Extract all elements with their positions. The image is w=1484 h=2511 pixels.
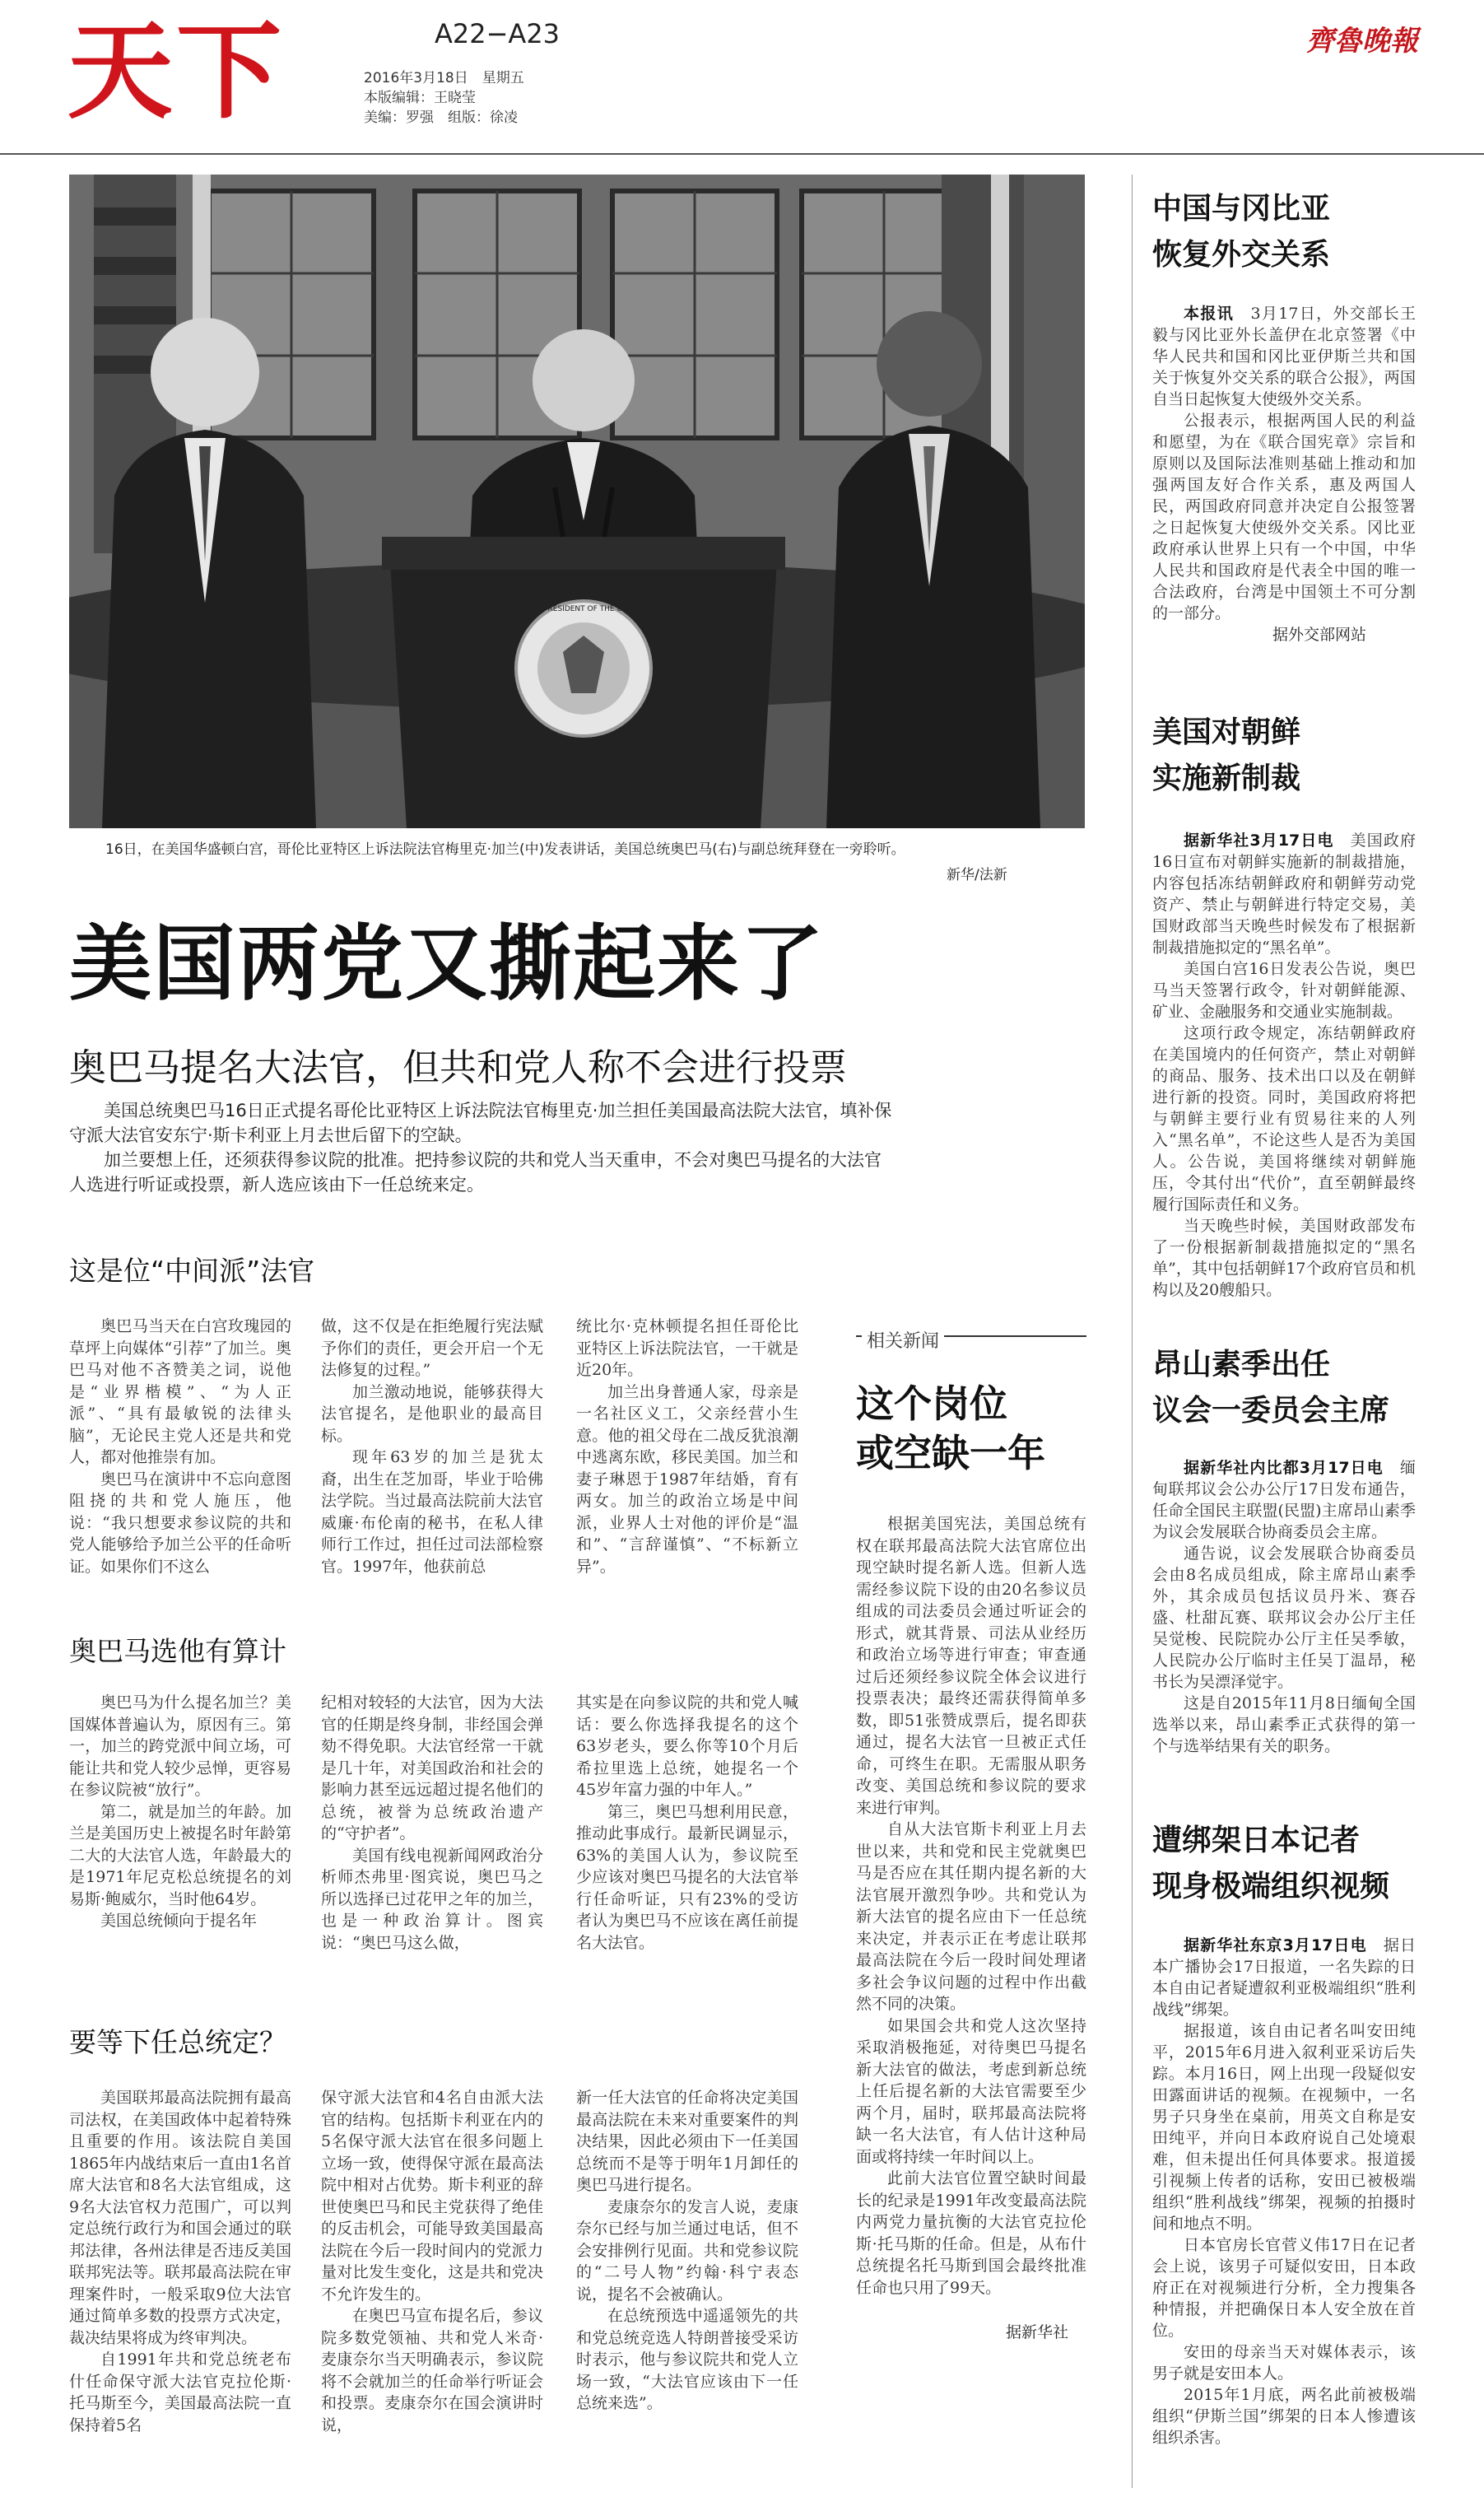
related-news-label: 相关新闻: [862, 1327, 944, 1353]
brief-title: [1152, 186, 1330, 278]
art-credit: 美编：罗强 组版：徐凌: [364, 109, 518, 126]
paragraph: 据报道，该自由记者名叫安田纯平，2015年6月进入叙利亚采访后失踪。本月16日，网上出现一段疑似安田露面讲话的视频。在视频中，一名男子只身坐在桌前，用英文自称是安田纯平，并向日本政府说自己处境艰难，但未提出任何具体要求。报道援引视频上传者的话称，安田已被极端组织“胜利战线”绑架，视频的拍摄时间和地点不明。: [1152, 2022, 1416, 2233]
brief-body: [1152, 830, 1416, 1301]
brief-lede: 据新华社3月17日电: [1184, 832, 1334, 850]
photo-credit: 新华/法新: [947, 867, 1007, 883]
paragraph: 自从大法官斯卡利亚上月去世以来，共和党和民主党就奥巴马是否应在其任期内提名新的大法官展开激烈争吵。共和党认为新大法官的提名应由下一任总统来决定，并表示正在考虑让联邦最高法院在今后一段时间处理诸多社会争议问题的过程中作出截然不同的决策。: [856, 1820, 1086, 2013]
issue-date: 2016年3月18日 星期五: [364, 70, 524, 86]
paragraph: 这项行政令规定，冻结朝鲜政府在美国境内的任何资产，禁止对朝鲜的商品、服务、技术出口以及在朝鲜进行新的投资。同时，美国政府将把与朝鲜主要行业有贸易往来的人列入“黑名单”，不论这些人是否为美国人。公告说，美国将继续对朝鲜施压，令其付出“代价”，直至朝鲜最终履行国际责任和义务。: [1152, 1024, 1416, 1214]
paragraph: 日本官房长官菅义伟17日在记者会上说，该男子可疑似安田，日本政府正在对视频进行分析，全力搜集各种情报，并把确保日本人安全放在首位。: [1152, 2236, 1416, 2340]
related-body: [856, 1513, 1086, 2299]
paragraph: 第二，就是加兰的年龄。加兰是美国历史上被提名时年龄第二大的大法官人选，年龄最大的是1971年尼克松总统提名的刘易斯·鲍威尔，当时他64岁。: [69, 1802, 291, 1908]
photo-caption: 16日，在美国华盛顿白宫，哥伦比亚特区上诉法院法官梅里克·加兰(中)发表讲话，美国总统奥巴马(右)与副总统拜登在一旁聆听。: [105, 841, 905, 858]
section-heading: 要等下任总统定？: [69, 2026, 286, 2058]
paragraph: 其实是在向参议院的共和党人喊话：要么你选择我提名的这个63岁老头，要么你等10个月后希拉里选上总统，她提名一个45岁年富力强的中年人。”: [576, 1693, 798, 1799]
paragraph: 新一任大法官的任命将决定美国最高法院在未来对重要案件的判决结果，因此必须由下一任美国总统而不是等于明年1月卸任的奥巴马进行提名。: [576, 2089, 798, 2194]
paragraph: 麦康奈尔的发言人说，麦康奈尔已经与加兰通过电话，但不会安排例行见面。共和党参议院的“二号人物”约翰·科宁表态说，提名不会被确认。: [576, 2197, 798, 2304]
main-headline: 美国两党又撕起来了: [69, 915, 825, 1012]
brief-title: [1152, 710, 1300, 802]
brief-lede: 据新华社内比都3月17日电: [1184, 1459, 1384, 1477]
brief-lede: 本报讯: [1184, 305, 1235, 323]
paragraph: 美国白宫16日发表公告说，奥巴马当天签署行政令，针对朝鲜能源、矿业、金融服务和交通业实施制裁。: [1152, 960, 1416, 1021]
paragraph: 这是自2015年11月8日缅甸全国选举以来，昂山素季正式获得的第一个与选举结果有关的职务。: [1152, 1694, 1416, 1755]
paragraph: 如果国会共和党人这次坚持采取消极拖延，对待奥巴马提名新大法官的做法，考虑到新总统上任后提名新的大法官需要至少两个月，届时，联邦最高法院将缺一名大法官，有人估计这种局面或将持续一年时间以上。: [856, 2016, 1086, 2166]
section-heading: 这是位“中间派”法官: [69, 1255, 315, 1287]
paragraph: 当天晚些时候，美国财政部发布了一份根据新制裁措施拟定的“黑名单”，其中包括朝鲜17个政府官员和机构以及20艘船只。: [1152, 1217, 1416, 1299]
paragraph: 3月17日，外交部长王毅与冈比亚外长盖伊在北京签署《中华人民共和国和冈比亚伊斯兰共和国关于恢复外交关系的联合公报》，两国自当日起恢复大使级外交关系。: [1152, 305, 1416, 408]
lead-paragraph: 美国总统奥巴马16日正式提名哥伦比亚特区上诉法院法官梅里克·加兰担任美国最高法院大法官，填补保守派大法官安东宁·斯卡利亚上月去世后留下的空缺。: [69, 1101, 892, 1145]
brief-title-line: 恢复外交关系: [1152, 238, 1331, 272]
brief-title-line: 美国对朝鲜: [1152, 715, 1301, 749]
section-title: 天下: [67, 11, 286, 133]
paragraph: 美国政府16日宣布对朝鲜实施新的制裁措施，内容包括冻结朝鲜政府和朝鲜劳动党资产、禁止与朝鲜进行特定交易，美国财政部当天晚些时候发布了根据新制裁措施拟定的“黑名单”。: [1152, 832, 1416, 957]
section-heading: 奥巴马选他有算计: [69, 1635, 286, 1667]
paragraph: 美国有线电视新闻网政治分析师杰弗里·图宾说，奥巴马之所以选择已过花甲之年的加兰，也是一种政治算计。图宾说：“奥巴马这么做，: [321, 1846, 543, 1952]
paragraph: 通告说，议会发展联合协商委员会由8名成员组成，除主席昂山素季外，其余成员包括议员丹米、赛吞盛、杜甜瓦赛、联邦议会办公厅主任吴觉梭、民院院办公厅主任吴季敏，人民院办公厅临时主任吴丁温昂，秘书长为吴漂泽觉宇。: [1152, 1544, 1416, 1691]
paragraph: 美国联邦最高法院拥有最高司法权，在美国政体中起着特殊且重要的作用。该法院自美国1865年内战结束后一直由1名首席大法官和8名大法官组成，这9名大法官权力范围广，可以判定总统行政行为和国会通过的联邦法律，各州法律是否违反美国联邦宪法等。联邦最高法院在审理案件时，一般采取9位大法官通过简单多数的投票方式决定，裁决结果将成为终审判决。: [69, 2089, 291, 2347]
brief-title-line: 实施新制裁: [1152, 762, 1301, 795]
brief-source: 据外交部网站: [1272, 626, 1366, 644]
paragraph: 在奥巴马宣布提名后，参议院多数党领袖、共和党人米奇·麦康奈尔当天明确表示，参议院将不会就加兰的任命举行听证会和投票。麦康奈尔在国会演讲时说，: [321, 2307, 543, 2434]
paragraph: 加兰出身普通人家，母亲是一名社区义工，父亲经营小生意。他的祖父母在二战反犹浪潮中逃离东欧，移民美国。加兰和妻子琳恩于1987年结婚，育有两女。加兰的政治立场是中间派，业界人士对他的评价是“温和”、“言辞谨慎”、“不标新立异”。: [576, 1382, 798, 1576]
brief-title-line: 现身极端组织视频: [1152, 1870, 1390, 1903]
column-divider: [1132, 175, 1133, 2488]
presidential-seal-text: SEAL OF THE PRESIDENT OF THE UNITED STATES: [492, 605, 675, 613]
brief-body: [1152, 303, 1416, 645]
related-source: 据新华社: [1006, 2323, 1069, 2341]
paragraph: 第三，奥巴马想利用民意，推动此事成行。最新民调显示，63%的美国人认为，参议院至少应该对奥巴马提名的大法官举行任命听证，只有23%的受访者认为奥巴马不应该在离任前提名大法官。: [576, 1802, 798, 1952]
brief-title-line: 昂山素季出任: [1152, 1348, 1331, 1381]
sub-headline: 奥巴马提名大法官，但共和党人称不会进行投票: [69, 1046, 848, 1089]
paragraph: 据日本广播协会17日报道，一名失踪的日本自由记者疑遭叙利亚极端组织“胜利战线”绑架。: [1152, 1936, 1416, 2019]
page-range: A22−A23: [435, 18, 561, 49]
paragraph: 现年63岁的加兰是犹太裔，出生在芝加哥，毕业于哈佛法学院。当过最高法院前大法官威廉·布伦南的秘书，在私人律师行工作过，担任过司法部检察官。1997年，他获前总: [321, 1448, 543, 1576]
paragraph: 奥巴马当天在白宫玫瑰园的草坪上向媒体“引荐”了加兰。奥巴马对他不吝赞美之词，说他是“业界楷模”、“为人正派”、“具有最敏锐的法律头脑”，无论民主党人还是共和党人，都对他推崇有加。: [69, 1317, 291, 1466]
paragraph: 缅甸联邦议会公办公厅17日发布通告，任命全国民主联盟(民盟)主席昂山素季为议会发展联合协商委员会主席。: [1152, 1459, 1416, 1541]
brief-title-line: 议会一委员会主席: [1152, 1394, 1390, 1428]
paragraph: 加兰激动地说，能够获得大法官提名，是他职业的最高目标。: [321, 1382, 543, 1445]
brief-title-line: 遭绑架日本记者: [1152, 1824, 1361, 1857]
brief-title: [1152, 1818, 1389, 1910]
paragraph: 此前大法官位置空缺时间最长的纪录是1991年改变最高法院内两党力量抗衡的大法官克拉伦斯·托马斯的任命。但是，从布什总统提名托马斯到国会最终批准任命也只用了99天。: [856, 2169, 1086, 2297]
paragraph: 统比尔·克林顿提名担任哥伦比亚特区上诉法院法官，一干就是近20年。: [576, 1317, 798, 1379]
brief-lede: 据新华社东京3月17日电: [1184, 1936, 1367, 1954]
article-column: [576, 1316, 798, 1577]
paragraph: 公报表示，根据两国人民的利益和愿望，为在《联合国宪章》宗旨和原则以及国际法准则基础上推动和加强两国友好合作关系，惠及两国人民，两国政府同意并决定自公报签署之日起恢复大使级外交关系。冈比亚政府承认世界上只有一个中国，中华人民共和国政府是代表全中国的唯一合法政府，台湾是中国领土不可分割的一部分。: [1152, 412, 1416, 622]
article-column: [576, 1692, 798, 1954]
article-column: [576, 2087, 798, 2415]
related-title-line: 这个岗位: [856, 1381, 1007, 1426]
news-photo: [69, 175, 1085, 828]
article-column: [69, 2087, 291, 2436]
paragraph: 根据美国宪法，美国总统有权在联邦最高法院大法官席位出现空缺时提名新人选。但新人选需经参议院下设的由20名参议员组成的司法委员会通过听证会的形式，就其背景、司法从业经历和政治立场等进行审查；审查通过后还须经参议院全体会议进行投票表决；最终还需获得简单多数，即51张赞成票后，提名即获通过，提名大法官一旦被正式任命，可终生在职。无需服从职务改变、美国总统和参议院的要求来进行审判。: [856, 1515, 1086, 1817]
paragraph: 在总统预选中遥遥领先的共和党总统竞选人特朗普接受采访时表示，他与参议院共和党人立场一致，“大法官应该由下一任总统来选”。: [576, 2307, 798, 2412]
brief-title-line: 中国与冈比亚: [1152, 192, 1331, 226]
paragraph: 奥巴马在演讲中不忘向意图阻挠的共和党人施压，他说：“我只想要求参议院的共和党人能够给予加兰公平的任命听证。如果你们不这么: [69, 1470, 291, 1576]
paragraph: 2015年1月底，两名此前被极端组织“伊斯兰国”绑架的日本人惨遭该组织杀害。: [1152, 2386, 1416, 2447]
lead-paragraph: 加兰要想上任，还须获得参议院的批准。把持参议院的共和党人当天重申，不会对奥巴马提名的大法官人选进行听证或投票，新人选应该由下一任总统来定。: [69, 1150, 882, 1195]
editor-credit: 本版编辑：王晓莹: [364, 90, 476, 106]
article-column: [321, 1692, 543, 1954]
paragraph: 奥巴马为什么提名加兰？美国媒体普遍认为，原因有三。第一，加兰的跨党派中间立场，可能让共和党人较少忌惮，更容易在参议院被“放行”。: [69, 1693, 291, 1799]
masthead-divider: [0, 153, 1484, 155]
paragraph: 安田的母亲当天对媒体表示，该男子就是安田本人。: [1152, 2343, 1416, 2383]
brief-title: [1152, 1342, 1389, 1434]
newspaper-logo: 齊魯晚報: [1306, 25, 1418, 58]
paragraph: 保守派大法官和4名自由派大法官的结构。包括斯卡利亚在内的5名保守派大法官在很多问题上立场一致，使得保守派在最高法院中相对占优势。斯卡利亚的辞世使奥巴马和民主党获得了绝佳的反击机会，可能导致美国最高法院在今后一段时间内的党派力量对比发生变化，这是共和党决不允许发生的。: [321, 2089, 543, 2304]
paragraph: 做，这不仅是在拒绝履行宪法赋予你们的责任，更会开启一个无法修复的过程。”: [321, 1317, 543, 1379]
paragraph: 纪相对较轻的大法官，因为大法官的任期是终身制，非经国会弹劾不得免职。大法官经常一干就是几十年，对美国政治和社会的影响力甚至远远超过提名他们的总统，被誉为总统政治遗产的“守护者”。: [321, 1693, 543, 1842]
article-column: [69, 1316, 291, 1577]
article-column: [69, 1692, 291, 1932]
related-title: [856, 1379, 1045, 1478]
brief-body: [1152, 1457, 1416, 1757]
related-title-line: 或空缺一年: [856, 1431, 1045, 1475]
paragraph: 美国总统倾向于提名年: [100, 1912, 258, 1930]
article-column: [321, 2087, 543, 2436]
paragraph: 自1991年共和党总统老布什任命保守派大法官克拉伦斯·托马斯至今，美国最高法院一直保持着5名: [69, 2350, 291, 2434]
article-column: [321, 1316, 543, 1577]
brief-body: [1152, 1935, 1416, 2448]
